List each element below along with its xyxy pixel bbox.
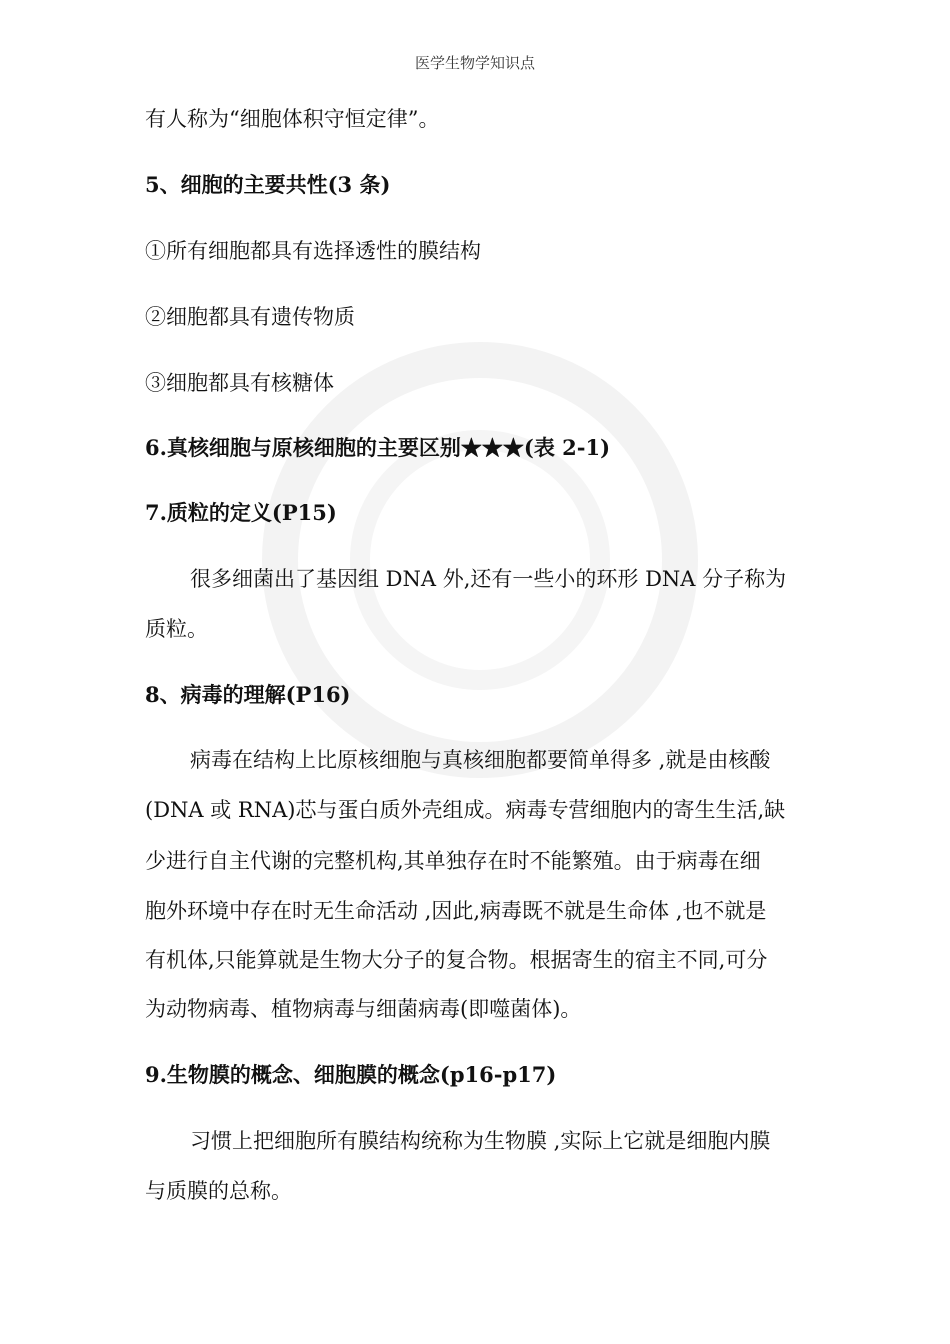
section-8-heading: 8、病毒的理解(P16) [145, 682, 351, 707]
page-header-title: 医学生物学知识点 [414, 54, 535, 72]
watermark-logo [250, 330, 710, 790]
section-8-paragraph-line: 为动物病毒、植物病毒与细菌病毒(即噬菌体)。 [145, 997, 582, 1021]
section-7-paragraph-line: 很多细菌出了基因组 DNA 外,还有一些小的环形 DNA 分子称为 [190, 567, 787, 591]
section-5-item: ②细胞都具有遗传物质 [145, 305, 355, 329]
section-9-paragraph-line: 与质膜的总称。 [145, 1179, 292, 1203]
section-9-heading: 9.生物膜的概念、细胞膜的概念(p16-p17) [145, 1062, 557, 1087]
section-8-paragraph-line: 少进行自主代谢的完整机构,其单独存在时不能繁殖。由于病毒在细 [145, 849, 761, 873]
section-7-heading: 7.质粒的定义(P15) [145, 500, 337, 525]
section-8-paragraph-line: 有机体,只能算就是生物大分子的复合物。根据寄生的宿主不同,可分 [145, 948, 768, 972]
section-8-paragraph-line: (DNA 或 RNA)芯与蛋白质外壳组成。病毒专营细胞内的寄生生活,缺 [145, 798, 786, 822]
section-5-item: ①所有细胞都具有选择透性的膜结构 [145, 239, 481, 263]
section-5-heading: 5、细胞的主要共性(3 条) [145, 172, 391, 197]
section-7-paragraph-line: 质粒。 [145, 617, 208, 641]
section-9-paragraph-line: 习惯上把细胞所有膜结构统称为生物膜 ,实际上它就是细胞内膜 [190, 1129, 771, 1153]
section-6-heading: 6.真核细胞与原核细胞的主要区别★★★(表 2-1) [145, 435, 611, 460]
section-8-paragraph-line: 胞外环境中存在时无生命活动 ,因此,病毒既不就是生命体 ,也不就是 [145, 899, 767, 923]
section-8-paragraph-line: 病毒在结构上比原核细胞与真核细胞都要简单得多 ,就是由核酸 [190, 748, 771, 772]
intro-tail-text: 有人称为“细胞体积守恒定律”。 [145, 107, 440, 131]
section-5-item: ③细胞都具有核糖体 [145, 371, 334, 395]
